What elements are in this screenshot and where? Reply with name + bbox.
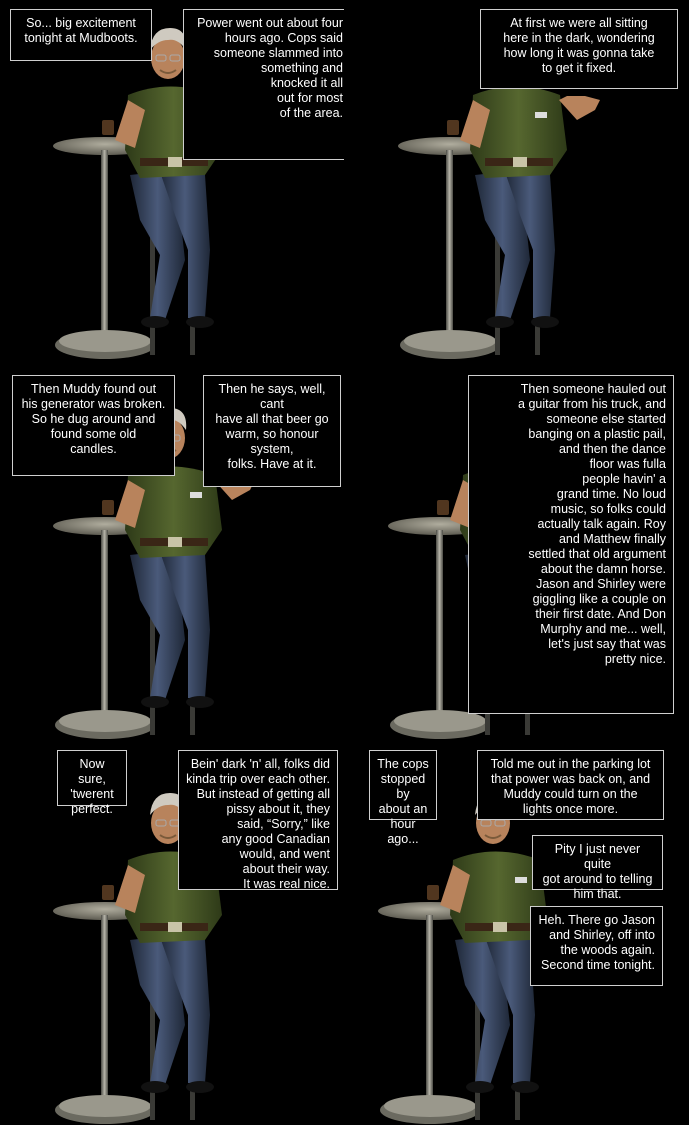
speech-bubble: Then he says, well, cant have all that beer go warm, so honour system, folks. Have at it.: [203, 375, 341, 487]
comic-panel-3: [0, 375, 344, 740]
speech-bubble: Heh. There go Jason and Shirley, off into the woods again. Second time tonight.: [530, 906, 663, 986]
comic-panel-1: [0, 0, 344, 375]
speech-bubble: Told me out in the parking lot that power was back on, and Muddy could turn on the lights once more.: [477, 750, 664, 820]
comic-panel-2: [345, 0, 689, 375]
speech-bubble: Bein' dark 'n' all, folks did kinda trip over each other. But instead of getting all pissy about it, they said, “Sorry,” like any good Canadian would, and went about their way. It was real nice.: [178, 750, 338, 890]
speech-bubble: Then someone hauled out a guitar from his truck, and someone else started banging on a plastic pail, and then the dance floor was fulla people havin' a grand time. No loud music, so folks could actually talk again. Roy and Matthew finally settled that old argument about the damn horse. Jason and Shirley were giggling like a couple on their first date. And Don Murphy and me... well, let's just say that was pretty nice.: [468, 375, 674, 714]
comic-panel-6: [345, 740, 689, 1125]
speech-bubble: Then Muddy found out his generator was broken. So he dug around and found some old candles.: [12, 375, 175, 476]
speech-bubble: Power went out about four hours ago. Cops said someone slammed into something and knocked it all out for most of the area.: [183, 9, 344, 160]
speech-bubble: Pity I just never quite got around to telling him that.: [532, 835, 663, 890]
speech-bubble: Now sure, 'twerent perfect.: [57, 750, 127, 806]
speech-bubble: The cops stopped by about an hour ago...: [369, 750, 437, 820]
comic-panel-5: [0, 740, 344, 1125]
speech-bubble: At first we were all sitting here in the dark, wondering how long it was gonna take to get it fixed.: [480, 9, 678, 89]
comic-panel-4: [345, 375, 689, 740]
speech-bubble: So... big excitement tonight at Mudboots.: [10, 9, 152, 61]
